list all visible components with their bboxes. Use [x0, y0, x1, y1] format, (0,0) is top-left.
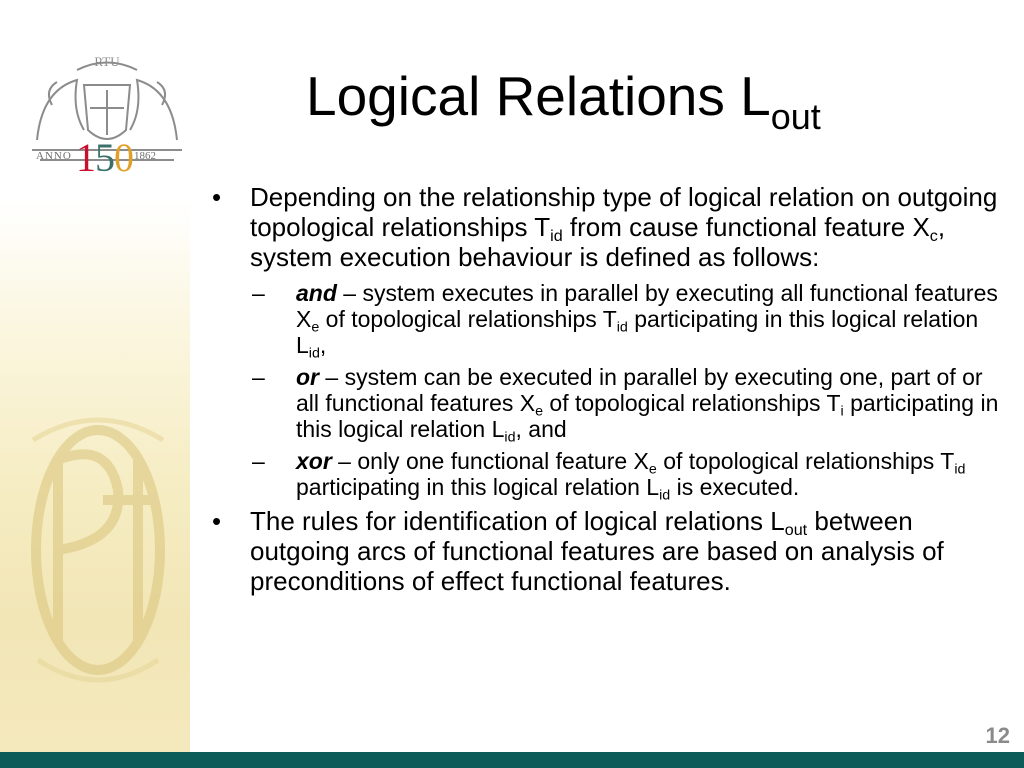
logo-150-mark: 150 — [76, 135, 133, 180]
slide-body — [212, 182, 1002, 604]
bullet-marker: • — [212, 182, 222, 212]
bullet-item: • Depending on the relationship type of logical relation on outgoing topological relationships $T_{id}$ from cause functional feature $X_c$, system execution behaviour is defined as follows: — [212, 182, 998, 272]
sub-bullet-xor: – xor – only one functional feature $X_e$ of topological relationships $T_{id}$ participating in this logical relation $L_{id}$ is executed. — [252, 448, 966, 504]
dash-marker: – — [252, 280, 265, 306]
sub-bullet-and: – and – system executes in parallel by executing all functional features $X_e$ of topological relationships $T_{id}$ participating in this logical relation $L_{id}$, — [252, 280, 998, 362]
page-number: 12 — [985, 723, 1010, 748]
sub-bullet-or: – or – system can be executed in parallel by executing one, part of or all functional features $X_e$ of topological relationships $T_i$ participating in this logical relation $L_{id}$, and — [252, 364, 999, 446]
dash-marker: – — [252, 448, 265, 474]
slide-title: Logical Relations $L_{out}$ — [306, 65, 821, 137]
footer-bar — [0, 752, 1024, 768]
monogram-watermark-icon — [18, 400, 178, 700]
logo-year-text: 1862 — [134, 150, 156, 162]
bullet-item: • The rules for identification of logical relations $L_{out}$ between outgoing arcs of functional features are based on analysis of preconditions of effect functional features. — [212, 506, 944, 596]
logo-rtu-text: RTU — [94, 54, 120, 69]
bullet-marker: • — [212, 506, 222, 536]
dash-marker: – — [252, 364, 265, 390]
logo-anno-text: ANNO — [36, 150, 72, 162]
